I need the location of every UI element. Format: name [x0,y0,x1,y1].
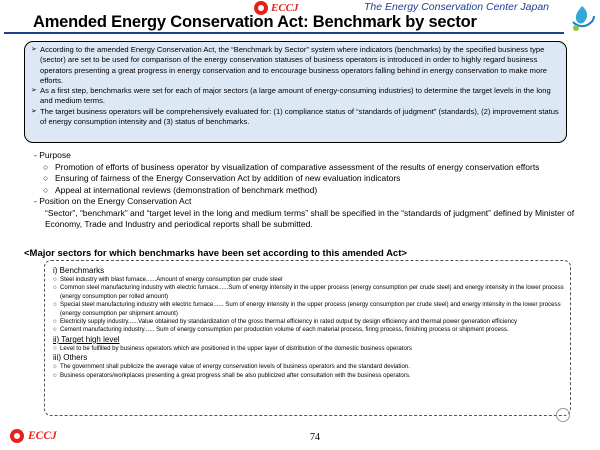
benchmark-text: Electricity supply industry......Value obtained by standardization of the gross thermal efficiency in rated output by design efficiency and thermal power generation efficiency [60,318,518,326]
others-item [53,372,564,380]
position-heading: - Position on the Energy Conservation Act [34,196,192,206]
purpose-item [34,173,579,185]
benchmark-text: Common steel manufacturing industry with electric furnace......Sum of energy intensity in the upper process (energy consumption per crude steel) and energy intensity in the lower process (energy consumption per rolled amount) [60,284,564,300]
target-item [53,345,564,353]
purpose-text: Appeal at international reviews (demonstration of benchmark method) [55,184,318,195]
purpose-item [34,162,579,174]
circle-bullet-icon: ○ [53,326,57,334]
benchmark-text: Cement manufacturing industry...... Sum of energy consumption per production volume of each material process, firing process, finishing process or shipment process. [60,326,509,334]
page-number: 74 [310,432,320,443]
summary-box [24,41,567,143]
benchmark-item [53,326,564,334]
organization-name: The Energy Conservation Center Japan [364,1,550,13]
arrow-bullet-icon: ➢ [31,107,37,115]
position-text: “Sector”, “benchmark” and “target level in the long and medium terms” shall be specified in the “standards of judgment” defined by Minister of Economy, Trade and Industry and periodical reports shall be submitted. [45,207,575,229]
benchmark-text: Steel industry with blast furnace......Amount of energy consumption per crude steel [60,276,283,283]
summary-item [31,86,560,107]
top-logo-text: ECCJ [271,2,299,14]
arrow-bullet-icon: ➢ [31,87,37,95]
circle-bullet-icon: ○ [53,363,57,371]
benchmark-text: Special steel manufacturing industry with electric furnace...... Sum of energy intensity in the upper process (energy consumption per crude steel) and energy intensity in the lower process (energy consumption per shipment amount) [60,301,561,317]
purpose-item [34,185,579,197]
circle-bullet-icon: ○ [53,276,57,283]
circle-bullet-icon: ○ [43,184,49,195]
summary-text: As a first step, benchmarks were set for each of major sectors (a large amount of energy-consuming industries) to determine the target levels in the long and medium terms. [40,86,551,106]
title-divider [4,32,564,34]
page-title: Amended Energy Conservation Act: Benchmark by sector [33,13,477,31]
summary-text: The target business operators will be comprehensively evaluated for: (1) compliance status of “standards of judgment” (standards), (2) improvement status of energy consumption intensity and (3) status of benchmarks. [40,106,559,127]
summary-item [31,107,560,128]
circle-bullet-icon: ○ [53,371,57,379]
circle-bullet-icon: ○ [43,173,49,183]
others-text: Business operators/workplaces presenting a great progress shall be also publicized after consultation with the business operators. [60,371,411,379]
circle-bullet-icon: ○ [53,318,57,326]
purpose-text: Promotion of efforts of business operator by visualization of comparative assessment of the results of energy conservation efforts [55,161,540,172]
others-text: The government shall publicize the average value of energy conservation levels of business operators and the standard deviation. [60,363,410,371]
bottom-logo-text: ECCJ [28,430,57,442]
target-text: Level to be fulfilled by business operators which are positioned in the upper layer of distribution of the domestic business operators [60,344,412,352]
benchmark-item [53,301,564,318]
others-heading: iii) Others [53,353,88,363]
page-curl-decoration [556,408,570,422]
bottom-logo [10,429,57,443]
summary-item [31,45,560,86]
summary-text: According to the amended Energy Conservation Act, the “Benchmark by Sector” system where indicators (benchmarks) by the specified business type (sector) are set to be used for comparison of the energy conservation statuses of business operators is introduced in order to highly regard business operators presenting a great progress in energy conservation and to encourage business operators falling behind in energy conservation to make more efforts. [40,45,547,85]
purpose-heading: - Purpose [34,150,71,160]
benchmark-item [53,284,564,301]
benchmarks-box [44,260,571,416]
emblem-icon [567,4,597,34]
purpose-section [34,150,579,231]
major-sectors-heading: <Major sectors for which benchmarks have been set according to this amended Act> [24,248,407,259]
arrow-bullet-icon: ➢ [31,46,37,53]
eccj-logo-icon [10,429,24,443]
circle-bullet-icon: ○ [53,344,57,352]
target-level-heading: ii) Target high level [53,334,120,344]
circle-bullet-icon: ○ [53,301,57,309]
benchmark-item [53,318,564,326]
circle-bullet-icon: ○ [43,161,49,172]
purpose-text: Ensuring of fairness of the Energy Conservation Act by addition of new evaluation indicators [55,173,401,183]
benchmarks-heading: i) Benchmarks [53,266,105,275]
others-item [53,363,564,371]
benchmark-item [53,276,564,284]
circle-bullet-icon: ○ [53,284,57,292]
